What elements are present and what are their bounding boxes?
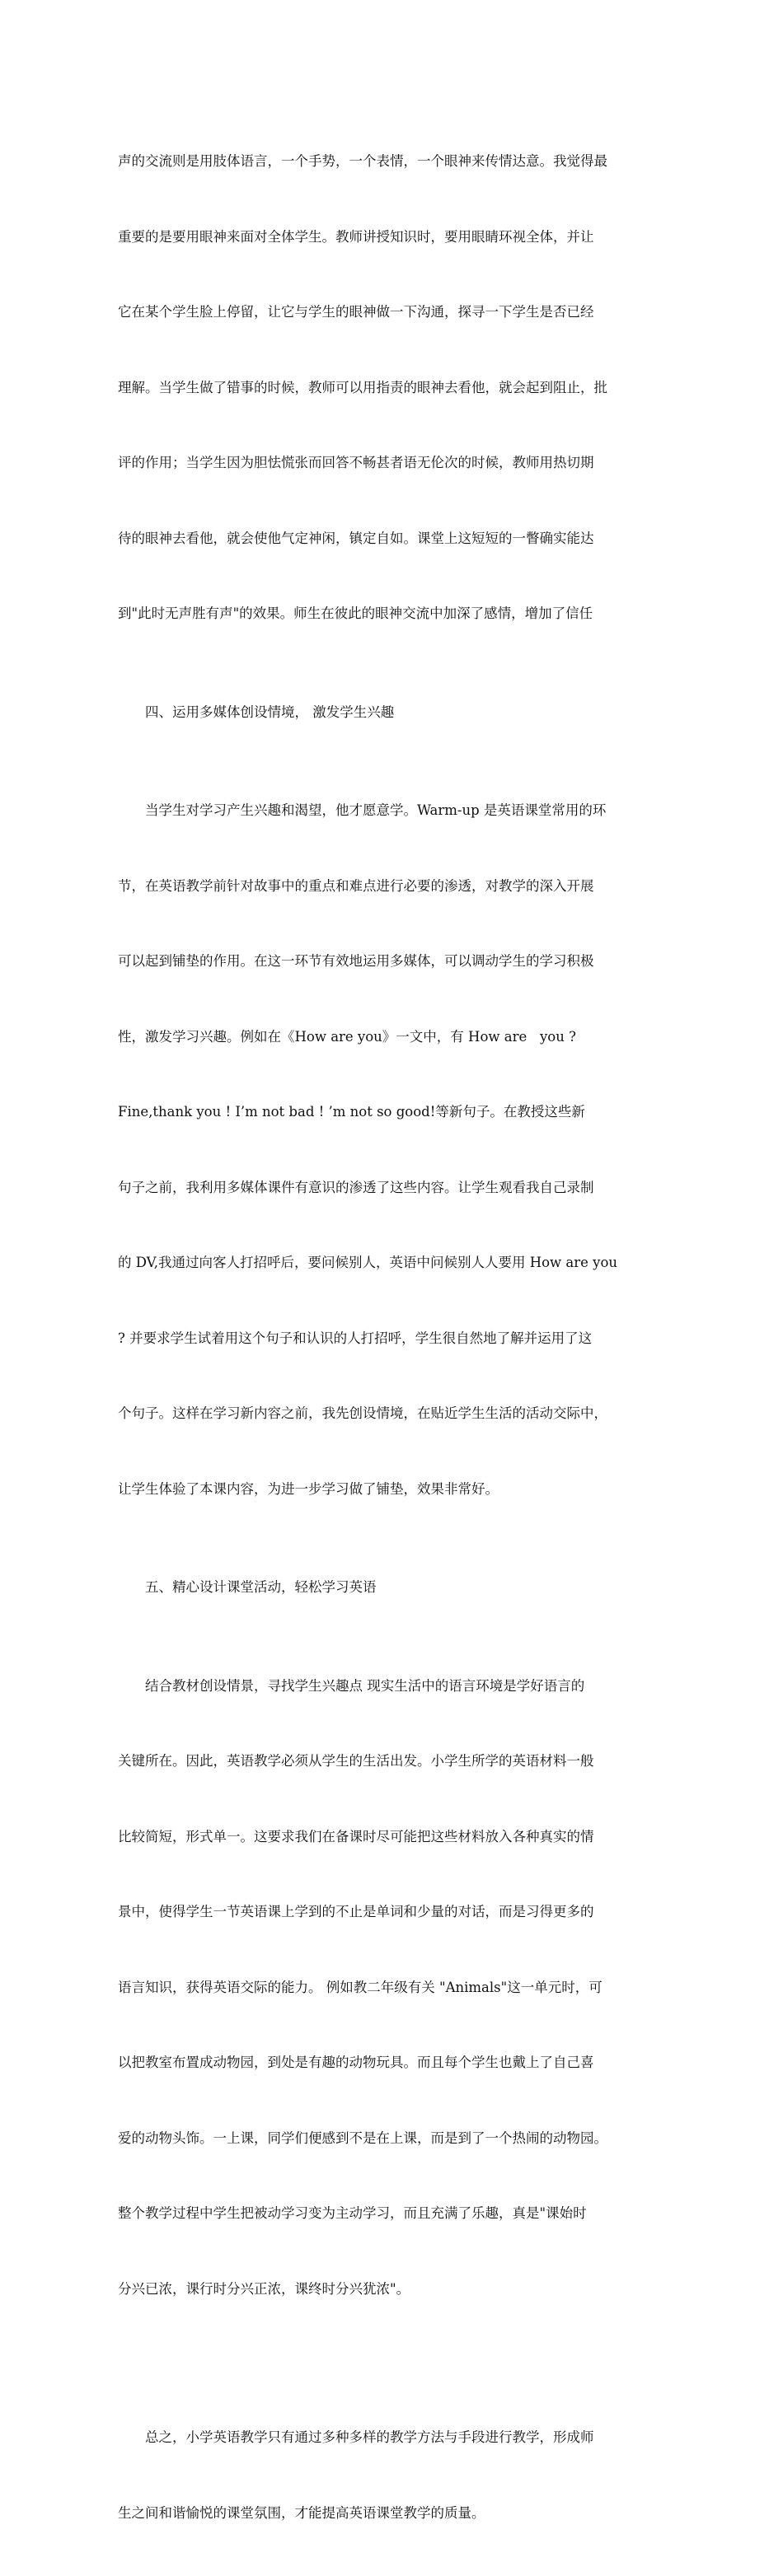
paragraph-activities <box>118 1624 668 2353</box>
text-line: 声的交流则是用肢体语言，一个手势，一个表情，一个眼神来传情达意。我觉得最 <box>118 153 607 169</box>
text-line: ? 并要求学生试着用这个句子和认识的人打招呼，学生很自然地了解并运用了这 <box>118 1330 593 1346</box>
paragraph-multimedia <box>118 748 668 1552</box>
text-line: 爱的动物头饰。一上课，同学们便感到不是在上课，而是到了一个热闹的动物园。 <box>118 2130 607 2146</box>
text-line: 当学生对学习产生兴趣和渴望，他才愿意学。Warm-up 是英语课堂常用的环 <box>145 802 607 818</box>
text-line: 整个教学过程中学生把被动学习变为主动学习，而且充满了乐趣，真是"课始时 <box>118 2205 587 2221</box>
text-line: 理解。当学生做了错事的时候，教师可以用指责的眼神去看他，就会起到阻止，批 <box>118 379 607 395</box>
text-line: 比较简短，形式单一。这要求我们在备课时尽可能把这些材料放入各种真实的情 <box>118 1828 594 1844</box>
text-line: 以把教室布置成动物园，到处是有趣的动物玩具。而且每个学生也戴上了自己喜 <box>118 2055 594 2070</box>
paragraph-spacer <box>118 1552 668 1575</box>
text-line: 个句子。这样在学习新内容之前，我先创设情境，在贴近学生生活的活动交际中， <box>118 1405 607 1421</box>
paragraph-spacer <box>118 725 668 748</box>
paragraph-spacer <box>118 2352 668 2375</box>
text-line: 分兴已浓，课行时分兴正浓，课终时分兴犹浓"。 <box>118 2280 410 2297</box>
text-line: 到"此时无声胜有声"的效果。师生在彼此的眼神交流中加深了感情，增加了信任 <box>118 605 593 621</box>
text-line: 性，激发学习兴趣。例如在《How are you》一文中，有 How are you ? <box>118 1028 576 1045</box>
paragraph-summary <box>118 2375 668 2576</box>
text-line: 景中，使得学生一节英语课上学到的不止是单词和少量的对话，而是习得更多的 <box>118 1904 594 1919</box>
section-heading-activities: 五、精心设计课堂活动，轻松学习英语 <box>145 1579 377 1595</box>
text-line: 节，在英语教学前针对故事中的重点和难点进行必要的渗透，对教学的深入开展 <box>118 877 594 894</box>
document-body <box>118 99 668 2576</box>
text-line: 语言知识，获得英语交际的能力。 例如教二年级有关 "Animals"这一单元时，可 <box>118 1979 602 1995</box>
paragraph-spacer <box>118 1601 668 1624</box>
text-line: 重要的是要用眼神来面对全体学生。教师讲授知识时，要用眼睛环视全体，并让 <box>118 228 594 245</box>
text-line: 生之间和谐愉悦的课堂氛围，才能提高英语课堂教学的质量。 <box>118 2504 485 2521</box>
text-line: 它在某个学生脸上停留，让它与学生的眼神做一下沟通，探寻一下学生是否已经 <box>118 304 594 320</box>
text-line: 结合教材创设情景，寻找学生兴趣点 现实生活中的语言环境是学好语言的 <box>145 1677 585 1694</box>
text-line: 评的作用；当学生因为胆怯慌张而回答不畅甚者语无伦次的时候，教师用热切期 <box>118 455 594 470</box>
text-line: 让学生体验了本课内容，为进一步学习做了铺垫，效果非常好。 <box>118 1480 499 1497</box>
text-line: 可以起到铺垫的作用。在这一环节有效地运用多媒体，可以调动学生的学习积极 <box>118 953 594 969</box>
text-line: 的 DV,我通过向客人打招呼后，要问候别人，英语中问候别人人要用 How are you <box>118 1255 618 1270</box>
text-line: 句子之前，我利用多媒体课件有意识的渗透了这些内容。让学生观看我自己录制 <box>118 1179 594 1195</box>
text-line: Fine,thank you ! I’m not bad ! ’m not so good!等新句子。在教授这些新 <box>118 1104 585 1120</box>
paragraph-spacer <box>118 677 668 700</box>
text-line: 总之，小学英语教学只有通过多种多样的教学方法与手段进行教学，形成师 <box>145 2429 594 2445</box>
text-line: 待的眼神去看他，就会使他气定神闲，镇定自如。课堂上这短短的一瞥确实能达 <box>118 530 594 546</box>
section-heading-multimedia: 四、运用多媒体创设情境， 激发学生兴趣 <box>145 704 395 720</box>
text-line: 关键所在。因此，英语教学必须从学生的生活出发。小学生所学的英语材料一般 <box>118 1753 594 1769</box>
paragraph-eye-contact <box>118 99 668 677</box>
